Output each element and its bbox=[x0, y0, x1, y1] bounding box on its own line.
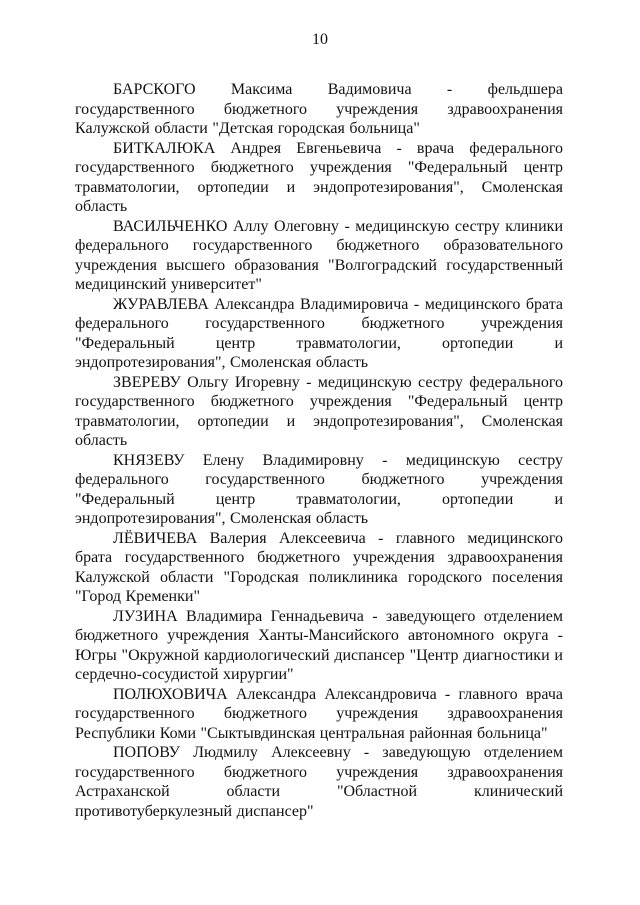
award-entry-zvereva: ЗВЕРЕВУ Ольгу Игоревну - медицинскую сестру федерального государственного бюджетного учреждения "Федеральный центр травматологии, ортопедии и эндопротезирования", Смоленская область bbox=[75, 373, 563, 449]
award-entry-polyukhovich: ПОЛЮХОВИЧА Александра Александровича - главного врача государственного бюджетного учреждения здравоохранения Республики Коми "Сыктывдинская центральная районная больница" bbox=[75, 685, 563, 742]
award-list bbox=[75, 80, 563, 821]
page-number: 10 bbox=[312, 31, 328, 48]
award-entry-vasilchenko: ВАСИЛЬЧЕНКО Аллу Олеговну - медицинскую сестру клиники федерального государственного бюджетного образовательного учреждения высшего образования "Волгоградский государственный медицинский университет" bbox=[75, 217, 563, 293]
award-entry-popova: ПОПОВУ Людмилу Алексеевну - заведующую отделением государственного бюджетного учреждения здравоохранения Астраханской области "Областной клинический противотуберкулезный диспансер" bbox=[75, 744, 563, 820]
award-entry-barskiy: БАРСКОГО Максима Вадимовича - фельдшера государственного бюджетного учреждения здравоохранения Калужской области "Детская городская больница" bbox=[75, 81, 563, 137]
award-entry-luzin: ЛУЗИНА Владимира Геннадьевича - заведующего отделением бюджетного учреждения Ханты-Мансийского автономного округа - Югры "Окружной кардиологический диспансер "Центр диагностики и сердечно-сосудистой хирургии" bbox=[75, 607, 563, 683]
award-entry-knyazeva: КНЯЗЕВУ Елену Владимировну - медицинскую сестру федерального государственного бюджетного учреждения "Федеральный центр травматологии, ортопедии и эндопротезирования", Смоленская область bbox=[75, 451, 563, 527]
award-entry-zhuravlev: ЖУРАВЛЕВА Александра Владимировича - медицинского брата федерального государственного бюджетного учреждения "Федеральный центр травматологии, ортопедии и эндопротезирования", Смоленская область bbox=[75, 295, 563, 371]
award-entry-bitkalyuk: БИТКАЛЮКА Андрея Евгеньевича - врача федерального государственного бюджетного учреждения "Федеральный центр травматологии, ортопедии и эндопротезирования", Смоленская область bbox=[75, 139, 563, 215]
award-entry-levichev: ЛЁВИЧЕВА Валерия Алексеевича - главного медицинского брата государственного бюджетного учреждения здравоохранения Калужской области "Городская поликлиника городского поселения "Город Кременки" bbox=[75, 529, 563, 605]
